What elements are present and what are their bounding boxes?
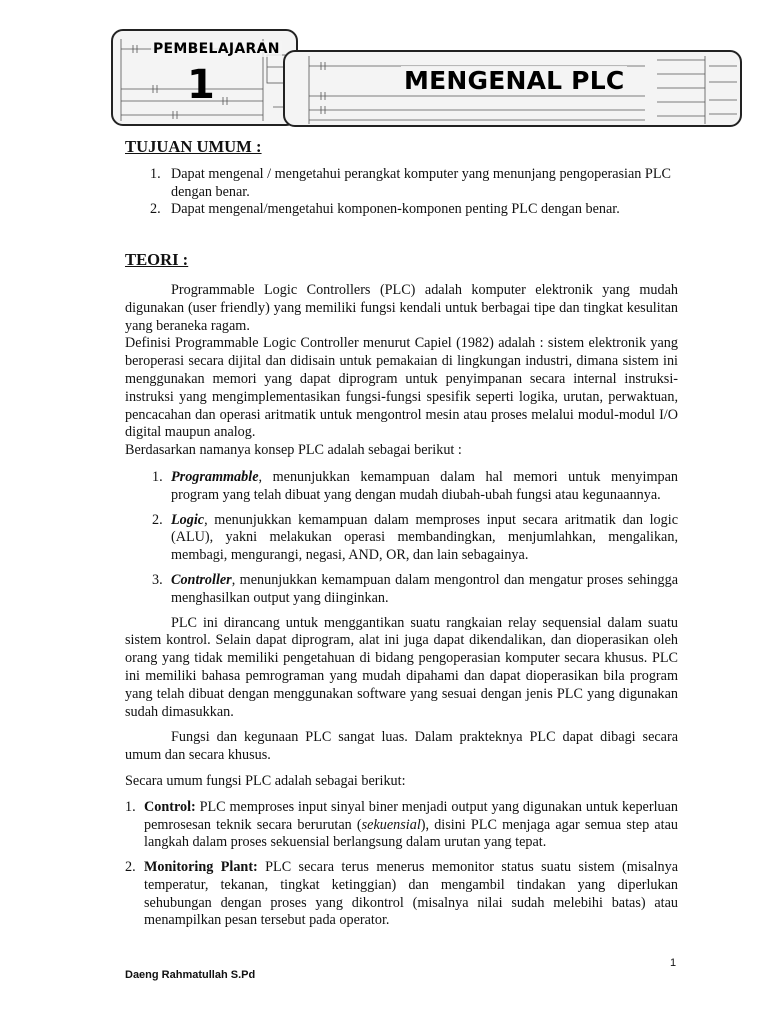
list-item bbox=[125, 512, 678, 565]
paragraph: PLC ini dirancang untuk menggantikan suatu rangkaian relay sequensial dalam suatu sistem kontrol. Selain dapat diprogram, alat ini juga dapat dikendalikan, dan dioperasikan oleh orang yang tidak memiliki pengetahuan di bidang pengoperasian komputer secara khusus. PLC ini memiliki bahasa pemrograman yang mudah dipahami dan dapat dioperasikan bila program yang telah dibuat dengan menggunakan software yang sesuai dengan jenis PLC yang digunakan sudah dimasukkan. bbox=[125, 614, 678, 720]
chapter-label: PEMBELAJARAN bbox=[153, 41, 280, 57]
paragraph: Fungsi dan kegunaan PLC sangat luas. Dalam prakteknya PLC dapat dibagi secara umum dan secara khusus. bbox=[125, 729, 678, 764]
term: Programmable bbox=[171, 468, 259, 485]
list-number: 1. bbox=[152, 468, 163, 485]
list-number: 2. bbox=[125, 859, 136, 876]
list-item bbox=[125, 469, 678, 505]
paragraph: Programmable Logic Controllers (PLC) adalah komputer elektronik yang mudah digunakan (user friendly) yang memiliki fungsi kendali untuk berbagai tipe dan tingkat kesulitan yang beraneka ragam. bbox=[125, 281, 678, 334]
list-text: PLC secara terus menerus memonitor status suatu sistem (misalnya temperatur, tekanan, tingkat ketinggian) dan mengambil tindakan yang diperlukan sehubungan dengan proses yang dikontrol (misalnya nilai sudah melebihi batas) atau menampilkan pesan tersebut pada operator. bbox=[144, 859, 678, 929]
term: Control: bbox=[144, 798, 196, 815]
page-number: 1 bbox=[670, 957, 677, 969]
list-text: , menunjukkan kemampuan dalam memproses input secara aritmatik dan logic (ALU), yakni melakukan operasi membandingkan, menjumlahkan, mengalikan, membagi, mengurangi, negasi, AND, OR, dan lain sebagainya. bbox=[171, 511, 678, 564]
list-item bbox=[125, 201, 678, 219]
term: Monitoring Plant: bbox=[144, 859, 258, 876]
list-item bbox=[125, 859, 678, 930]
paragraph: Definisi Programmable Logic Controller menurut Capiel (1982) adalah : sistem elektronik yang beroperasi secara dijital dan didisain untuk pemakaian di lingkungan industri, dimana sistem ini menggunakan memori yang dapat diprogram untuk penyimpanan secara internal instruksi-instruksi yang mengimplementasikan fungsi-fungsi spesifik seperti logika, urutan, perwaktuan, pencacahan dan operasi aritmatik untuk mengontrol mesin atau proses melalui modul-modul I/O digital maupun analog. bbox=[125, 335, 678, 441]
concept-list bbox=[125, 469, 678, 608]
author-footer: Daeng Rahmatullah S.Pd bbox=[125, 969, 256, 981]
list-item bbox=[125, 799, 678, 852]
list-item bbox=[125, 572, 678, 608]
teori-heading: TEORI : bbox=[125, 250, 189, 270]
page-title: MENGENAL PLC bbox=[401, 66, 627, 95]
tujuan-heading: TUJUAN UMUM : bbox=[125, 137, 262, 156]
chapter-number: 1 bbox=[187, 62, 215, 108]
list-text: , menunjukkan kemampuan dalam hal memori untuk menyimpan program yang telah dibuat yang dengan mudah diubah-ubah fungsi atau kegunaannya. bbox=[171, 468, 678, 503]
paragraph: Berdasarkan namanya konsep PLC adalah sebagai berikut : bbox=[125, 442, 462, 459]
list-item bbox=[125, 166, 678, 202]
list-text: ), disini PLC menjaga agar semua step atau langkah dalam proses sekuensial berlangsung dalam urutan yang tepat. bbox=[144, 816, 678, 851]
term: Logic bbox=[171, 511, 205, 528]
list-number: 2. bbox=[152, 511, 163, 528]
list-number: 1. bbox=[125, 798, 136, 815]
list-text: Dapat mengenal/mengetahui komponen-komponen penting PLC dengan benar. bbox=[171, 201, 620, 218]
chapter-badge bbox=[111, 29, 298, 126]
term: Controller bbox=[171, 571, 232, 588]
list-text: PLC memproses input sinyal biner menjadi output yang digunakan untuk keperluan pemrosesan teknik secara berurutan ( bbox=[144, 798, 678, 833]
tujuan-list bbox=[125, 166, 678, 219]
paragraph: Secara umum fungsi PLC adalah sebagai berikut: bbox=[125, 772, 406, 789]
list-text: , menunjukkan kemampuan dalam mengontrol dan mengatur proses sehingga menghasilkan output yang diinginkan. bbox=[171, 571, 678, 606]
list-number: 1. bbox=[150, 165, 161, 182]
list-text: Dapat mengenal / mengetahui perangkat komputer yang menunjang pengoperasian PLC dengan benar. bbox=[171, 165, 671, 200]
document-body bbox=[125, 138, 678, 937]
title-banner bbox=[283, 50, 742, 127]
list-number: 2. bbox=[150, 201, 161, 218]
function-list bbox=[125, 799, 678, 931]
list-number: 3. bbox=[152, 571, 163, 588]
italic-term: sekuensial bbox=[361, 816, 421, 833]
